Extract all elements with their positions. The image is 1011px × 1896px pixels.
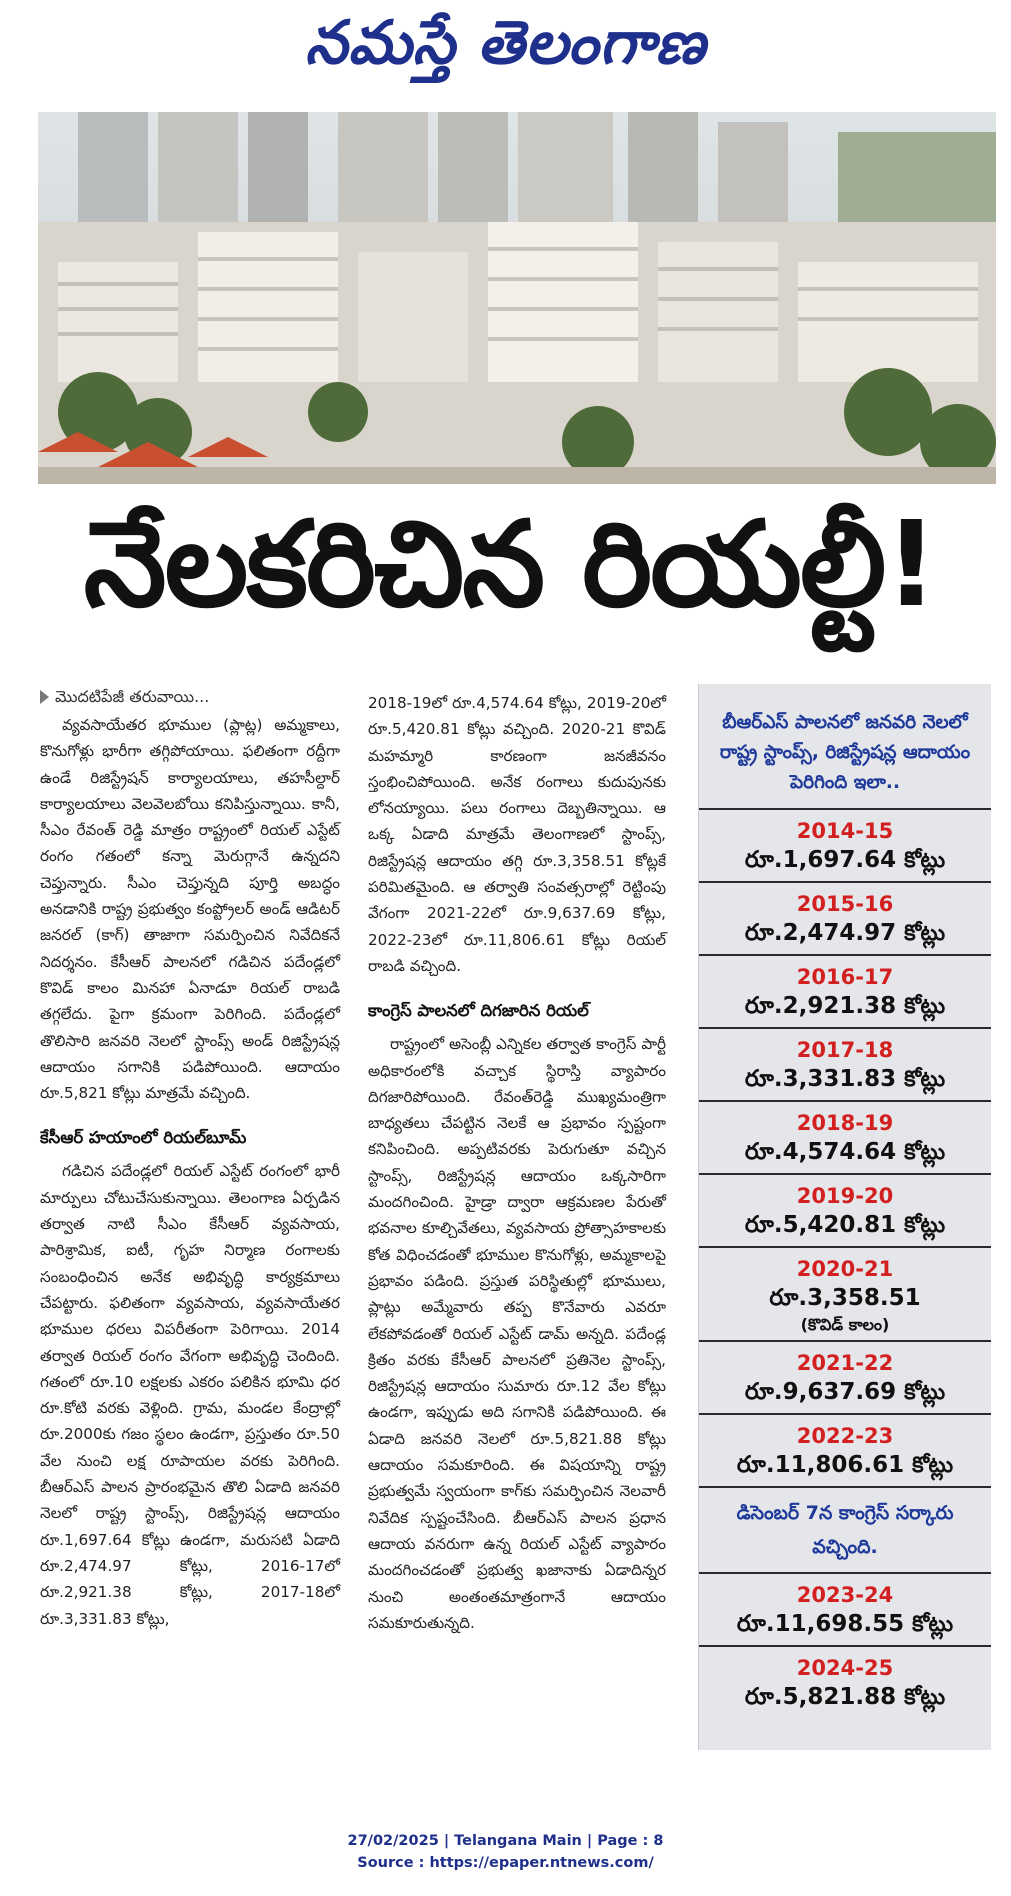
revenue-row xyxy=(699,954,991,1027)
footer-dateline: 27/02/2025 | Telangana Main | Page : 8 xyxy=(347,1833,664,1849)
revenue-amount: రూ.1,697.64 కోట్లు xyxy=(744,847,946,873)
article-paragraph: గడిచిన పదేండ్లలో రియల్ ఎస్టేట్ రంగంలో భారీ మార్పులు చోటుచేసుకున్నాయి. తెలంగాణ ఏర్పడిన తర్వాత నాటి సీఎం కేసీఆర్ వ్యవసాయ, పారిశ్రామిక, ఐటీ, గృహ నిర్మాణ రంగాలకు సంబంధించిన అనేక అభివృద్ధి కార్యక్రమాలు చేపట్టారు. ఫలితంగా వ్యవసాయ, వ్యవసాయేతర భూముల ధరలు విపరీతంగా పెరిగాయి. 2014 తర్వాత రియల్ రంగం వేగంగా అభివృద్ధి చెందింది. గతంలో రూ.10 లక్షలకు ఎకరం పలికిన భూమి ధర రూ.కోటి వరకు వెళ్లింది. గ్రామ, మండల కేంద్రాల్లో రూ.2000కు గజం స్థలం ఉండగా, ప్రస్తుతం రూ.50 వేల నుంచి లక్ష రూపాయల వరకు పెరిగింది. బీఆర్ఎస్ పాలన ప్రారంభమైన తొలి ఏడాది జనవరి నెలలో రాష్ట్ర స్టాంప్స్, రిజిస్ట్రేషన్ల ఆదాయం రూ.1,697.64 కోట్లు ఉండగా, మరుసటి ఏడాది రూ.2,474.97 కోట్లు, 2016-17లో రూ.2,921.38 కోట్లు, 2017-18లో రూ.3,331.83 కోట్లు, xyxy=(40,1162,340,1628)
revenue-year: 2019-20 xyxy=(796,1184,894,1208)
kicker-text: మొదటిపేజీ తరువాయి... xyxy=(55,687,210,706)
revenue-row xyxy=(699,881,991,954)
revenue-year: 2021-22 xyxy=(796,1351,894,1375)
article-paragraph: వ్యవసాయేతర భూముల (ప్లాట్ల) అమ్మకాలు, కొనుగోళ్లు భారీగా తగ్గిపోయాయి. ఫలితంగా రద్దీగా ఉండే రిజిస్ట్రేషన్ కార్యాలయాలు, తహసీల్దార్ కార్యాలయాలు వెలవెలబోయి కనిపిస్తున్నాయి. కానీ, సీఎం రేవంత్ రెడ్డి మాత్రం రాష్ట్రంలో రియల్ ఎస్టేట్ రంగం గతంలో కన్నా మెరుగ్గానే ఉన్నదని చెప్తున్నారు. సీఎం చెప్తున్నది పూర్తి అబద్ధం అనడానికి రాష్ట్ర ప్రభుత్వం కంప్ట్రోలర్ అండ్ ఆడిటర్ జనరల్ (కాగ్) తాజాగా సమర్పించిన నివేదికనే నిదర్శనం. కేసీఆర్ పాలనలో గడిచిన పదేండ్లలో కొవిడ్ కాలం మినహా ఏనాడూ రియల్ రాబడి తగ్గలేదు. పైగా క్రమంగా పెరిగింది. పదేండ్లలో తొలిసారి జనవరి నెలలో స్టాంప్స్ అండ్ రిజిస్ట్రేషన్ల ఆదాయం సగానికి పడిపోయింది. ఆదాయం రూ.5,821 కోట్లు మాత్రమే వచ్చింది. xyxy=(40,716,340,1103)
section-subhead: కేసీఆర్ హయాంలో రియల్‌బూమ్ xyxy=(40,1128,247,1148)
covid-note: (కొవిడ్ కాలం) xyxy=(800,1315,890,1334)
article-paragraph: 2018-19లో రూ.4,574.64 కోట్లు, 2019-20లో రూ.5,420.81 కోట్లు వచ్చింది. 2020-21 కొవిడ్ మహమ్మారి కారణంగా జనజీవనం స్తంభించిపోయింది. అనేక రంగాలు కుదుపునకు లోనయ్యాయి. పలు రంగాలు దెబ్బతిన్నాయి. ఆ ఒక్క ఏడాది మాత్రమే తెలంగాణలో స్టాంప్స్, రిజిస్ట్రేషన్ల ఆదాయం తగ్గి రూ.3,358.51 కోట్లకే పరిమితమైంది. ఆ తర్వాతి సంవత్సరాల్లో రెట్టింపు వేగంగా 2021-22లో రూ.9,637.69 కోట్లు, 2022-23లో రూ.11,806.61 కోట్లు రియల్ రాబడి వచ్చింది. xyxy=(368,694,666,975)
revenue-amount: రూ.3,331.83 కోట్లు xyxy=(744,1066,946,1092)
sidebar-title: బీఆర్ఎస్ పాలనలో జనవరి నెలలో రాష్ట్ర స్టాంప్స్, రిజిస్ట్రేషన్ల ఆదాయం పెరిగింది ఇలా.. xyxy=(719,712,971,793)
revenue-amount: రూ.11,698.55 కోట్లు xyxy=(736,1611,954,1637)
revenue-year: 2020-21 xyxy=(796,1257,894,1281)
revenue-year: 2015-16 xyxy=(796,892,894,916)
section-subhead: కాంగ్రెస్ పాలనలో దిగజారిన రియల్ xyxy=(368,1001,589,1021)
revenue-year: 2017-18 xyxy=(796,1038,894,1062)
revenue-amount: రూ.4,574.64 కోట్లు xyxy=(744,1139,946,1165)
article-column-2 xyxy=(368,690,666,1636)
revenue-row xyxy=(699,1413,991,1486)
revenue-row xyxy=(699,1173,991,1246)
revenue-amount: రూ.3,358.51 xyxy=(769,1285,921,1311)
revenue-amount: రూ.5,821.88 కోట్లు xyxy=(744,1684,946,1710)
footer-source-link[interactable]: Source : https://epaper.ntnews.com/ xyxy=(357,1855,654,1871)
revenue-row xyxy=(699,808,991,881)
revenue-year: 2024-25 xyxy=(796,1656,894,1680)
article-paragraph: రాష్ట్రంలో అసెంబ్లీ ఎన్నికల తర్వాత కాంగ్రెస్ పార్టీ అధికారంలోకి వచ్చాక స్థిరాస్తి వ్యాపారం దిగజారిపోయింది. రేవంత్‌రెడ్డి ముఖ్యమంత్రిగా బాధ్యతలు చేపట్టిన నెలకే ఆ ప్రభావం స్పష్టంగా కనిపించింది. అప్పటివరకు పెరుగుతూ వచ్చిన స్టాంప్స్, రిజిస్ట్రేషన్ల ఆదాయం ఒక్కసారిగా మందగించింది. హైడ్రా ద్వారా ఆక్రమణల పేరుతో భవనాల కూల్చివేతలు, వ్యవసాయ ప్రోత్సాహకాలకు కోత విధించడంతో భూముల కొనుగోళ్లు, అమ్మకాలపై ప్రభావం పడింది. ప్రస్తుత పరిస్థితుల్లో భూములు, ప్లాట్లు అమ్మేవారు తప్ప కొనేవారు ఎవరూ లేకపోవడంతో రియల్ ఎస్టేట్ డామ్ అన్నది. పదేండ్ల క్రితం వరకు కేసీఆర్ పాలనలో ప్రతినెల స్టాంప్స్, రిజిస్ట్రేషన్ల ఆదాయం సుమారు రూ.12 వేల కోట్లు ఉండగా, ఇప్పుడు అది సగానికి పడిపోయింది. ఈ ఏడాది జనవరి నెలలో రూ.5,821.88 కోట్లు ఆదాయం సమకూరింది. ఈ విషయాన్ని రాష్ట్ర ప్రభుత్వమే స్వయంగా కాగ్‌కు సమర్పించిన నెలవారీ నివేదిక స్పష్టంచేసింది. బీఆర్ఎస్ పాలన ప్రధాన ఆదాయ వనరుగా ఉన్న రియల్ ఎస్టేట్ వ్యాపారం మందగించడంతో ప్రభుత్వ ఖజానాకు ఏడాదిన్నర నుంచి అంతంతమాత్రంగానే ఆదాయం సమకూరుతున్నది. xyxy=(368,1035,666,1632)
revenue-year: 2018-19 xyxy=(796,1111,894,1135)
masthead-title: నమస్తే తెలంగాణ xyxy=(304,8,707,78)
revenue-amount: రూ.2,921.38 కోట్లు xyxy=(744,993,946,1019)
revenue-amount: రూ.2,474.97 కోట్లు xyxy=(744,920,946,946)
article-column-1 xyxy=(40,684,340,1632)
revenue-row xyxy=(699,1100,991,1173)
triangle-bullet-icon xyxy=(40,690,49,704)
revenue-amount: రూ.11,806.61 కోట్లు xyxy=(736,1452,954,1478)
revenue-row xyxy=(699,1340,991,1413)
page-footer xyxy=(0,1830,1011,1874)
revenue-row xyxy=(699,1572,991,1645)
revenue-row-covid xyxy=(699,1246,991,1340)
congress-note: డిసెంబర్ 7న కాంగ్రెస్ సర్కారు వచ్చింది. xyxy=(699,1486,991,1572)
newspaper-masthead xyxy=(0,0,1011,100)
revenue-year: 2022-23 xyxy=(796,1424,894,1448)
revenue-amount: రూ.5,420.81 కోట్లు xyxy=(744,1212,946,1238)
revenue-year: 2014-15 xyxy=(796,819,894,843)
continued-kicker xyxy=(40,684,340,710)
cityscape-photo xyxy=(38,112,996,484)
revenue-row xyxy=(699,1645,991,1718)
revenue-year: 2023-24 xyxy=(796,1583,894,1607)
revenue-row xyxy=(699,1027,991,1100)
revenue-year: 2016-17 xyxy=(796,965,894,989)
headline: నేలకరిచిన రియల్టీ! xyxy=(83,494,937,633)
revenue-sidebar xyxy=(698,684,991,1750)
revenue-amount: రూ.9,637.69 కోట్లు xyxy=(744,1379,946,1405)
